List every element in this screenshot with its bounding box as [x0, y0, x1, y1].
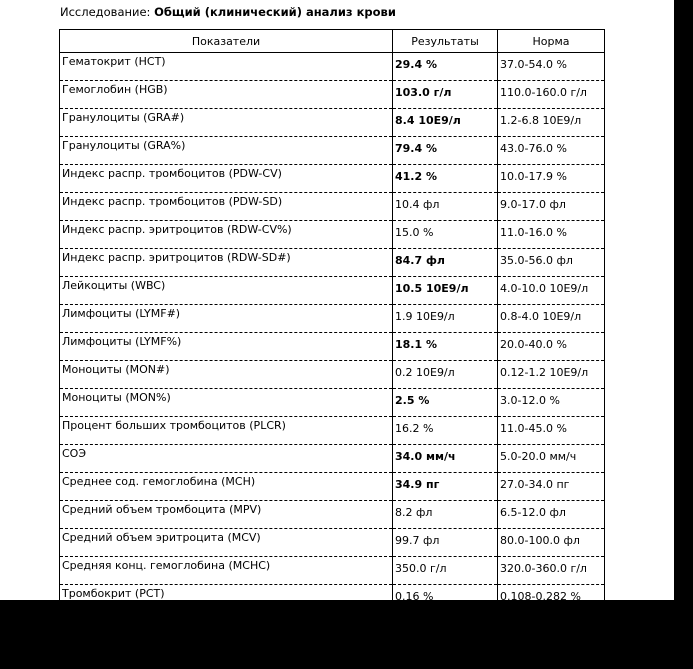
indicator-name: Среднее сод. гемоглобина (MCH): [60, 473, 393, 501]
norm-range: 6.5-12.0 фл: [498, 501, 605, 529]
table-row: [60, 361, 605, 389]
indicator-name: Средняя конц. гемоглобина (MCHC): [60, 557, 393, 585]
norm-range: 1.2-6.8 10E9/л: [498, 109, 605, 137]
indicator-name: Моноциты (MON#): [60, 361, 393, 389]
indicator-name: Процент больших тромбоцитов (PLCR): [60, 417, 393, 445]
norm-range: 11.0-16.0 %: [498, 221, 605, 249]
result-value: 41.2 %: [393, 165, 498, 193]
table-row: [60, 221, 605, 249]
result-value: 16.2 %: [393, 417, 498, 445]
table-row: [60, 137, 605, 165]
table-row: [60, 613, 605, 641]
result-value: 10.4 фл: [393, 193, 498, 221]
indicator-name: Средний объем тромбоцита (MPV): [60, 501, 393, 529]
norm-range: 11.0-45.0 %: [498, 417, 605, 445]
norm-range: 320.0-360.0 г/л: [498, 557, 605, 585]
result-value: 99.7 фл: [393, 529, 498, 557]
result-value: 103.0 г/л: [393, 81, 498, 109]
study-heading: [60, 5, 396, 19]
norm-range: 4.0-10.0 10E9/л: [498, 277, 605, 305]
result-value: 8.4 10E9/л: [393, 109, 498, 137]
result-value: 34.9 пг: [393, 473, 498, 501]
result-value: 0.16 %: [393, 585, 498, 613]
norm-range: 150.0-400.0 10E9/л: [498, 613, 605, 641]
study-name: Общий (клинический) анализ крови: [154, 5, 396, 19]
indicator-name: Лимфоциты (LYMF#): [60, 305, 393, 333]
result-value: 350.0 г/л: [393, 557, 498, 585]
table-row: [60, 473, 605, 501]
norm-range: 80.0-100.0 фл: [498, 529, 605, 557]
indicator-name: Индекс распр. эритроцитов (RDW-CV%): [60, 221, 393, 249]
table-row: [60, 389, 605, 417]
result-value: 34.0 мм/ч: [393, 445, 498, 473]
result-value: 10.5 10E9/л: [393, 277, 498, 305]
indicator-name: Индекс распр. тромбоцитов (PDW-SD): [60, 193, 393, 221]
norm-range: 0.12-1.2 10E9/л: [498, 361, 605, 389]
indicator-name: Лимфоциты (LYMF%): [60, 333, 393, 361]
results-table: [59, 29, 605, 669]
indicator-name: Эритроциты (RBC): [60, 641, 393, 669]
table-row: [60, 193, 605, 221]
table-row: [60, 417, 605, 445]
table-row: [60, 641, 605, 669]
header-indicator: Показатели: [60, 30, 393, 53]
table-row: [60, 165, 605, 193]
indicator-name: Тромбокрит (PCT): [60, 585, 393, 613]
indicator-name: Средний объем эритроцита (MCV): [60, 529, 393, 557]
indicator-name: Гранулоциты (GRA%): [60, 137, 393, 165]
indicator-name: Лейкоциты (WBC): [60, 277, 393, 305]
norm-range: 5.0-20.0 мм/ч: [498, 445, 605, 473]
table-row: [60, 81, 605, 109]
table-row: [60, 445, 605, 473]
norm-range: 43.0-76.0 %: [498, 137, 605, 165]
norm-range: 0.108-0.282 %: [498, 585, 605, 613]
indicator-name: Гематокрит (HCT): [60, 53, 393, 81]
table-row: [60, 557, 605, 585]
result-value: 8.2 фл: [393, 501, 498, 529]
norm-range: 3.0-12.0 %: [498, 389, 605, 417]
norm-range: 3.5-5.5 10E12/л: [498, 641, 605, 669]
norm-range: 37.0-54.0 %: [498, 53, 605, 81]
indicator-name: Тромбоциты (PLT): [60, 613, 393, 641]
study-label: Исследование:: [60, 5, 155, 19]
norm-range: 10.0-17.9 %: [498, 165, 605, 193]
indicator-name: Индекс распр. эритроцитов (RDW-SD#): [60, 249, 393, 277]
header-result: Результаты: [393, 30, 498, 53]
result-value: 29.4 %: [393, 53, 498, 81]
table-header-row: [60, 30, 605, 53]
table-row: [60, 109, 605, 137]
indicator-name: Гранулоциты (GRA#): [60, 109, 393, 137]
table-row: [60, 53, 605, 81]
result-value: 0.2 10E9/л: [393, 361, 498, 389]
table-row: [60, 333, 605, 361]
norm-range: 20.0-40.0 %: [498, 333, 605, 361]
header-norm: Норма: [498, 30, 605, 53]
result-value: 2.5 %: [393, 389, 498, 417]
table-row: [60, 585, 605, 613]
norm-range: 0.8-4.0 10E9/л: [498, 305, 605, 333]
table-row: [60, 501, 605, 529]
result-value: 15.0 %: [393, 221, 498, 249]
indicator-name: Гемоглобин (HGB): [60, 81, 393, 109]
indicator-name: СОЭ: [60, 445, 393, 473]
norm-range: 35.0-56.0 фл: [498, 249, 605, 277]
table-row: [60, 529, 605, 557]
table-row: [60, 277, 605, 305]
result-value: 2.95 10E12/л: [393, 641, 498, 669]
indicator-name: Индекс распр. тромбоцитов (PDW-CV): [60, 165, 393, 193]
norm-range: 9.0-17.0 фл: [498, 193, 605, 221]
result-value: 202.0 10E9/л: [393, 613, 498, 641]
result-value: 84.7 фл: [393, 249, 498, 277]
table-row: [60, 305, 605, 333]
norm-range: 110.0-160.0 г/л: [498, 81, 605, 109]
indicator-name: Моноциты (MON%): [60, 389, 393, 417]
table-row: [60, 249, 605, 277]
result-value: 1.9 10E9/л: [393, 305, 498, 333]
result-value: 18.1 %: [393, 333, 498, 361]
norm-range: 27.0-34.0 пг: [498, 473, 605, 501]
result-value: 79.4 %: [393, 137, 498, 165]
results-body: [60, 53, 605, 669]
